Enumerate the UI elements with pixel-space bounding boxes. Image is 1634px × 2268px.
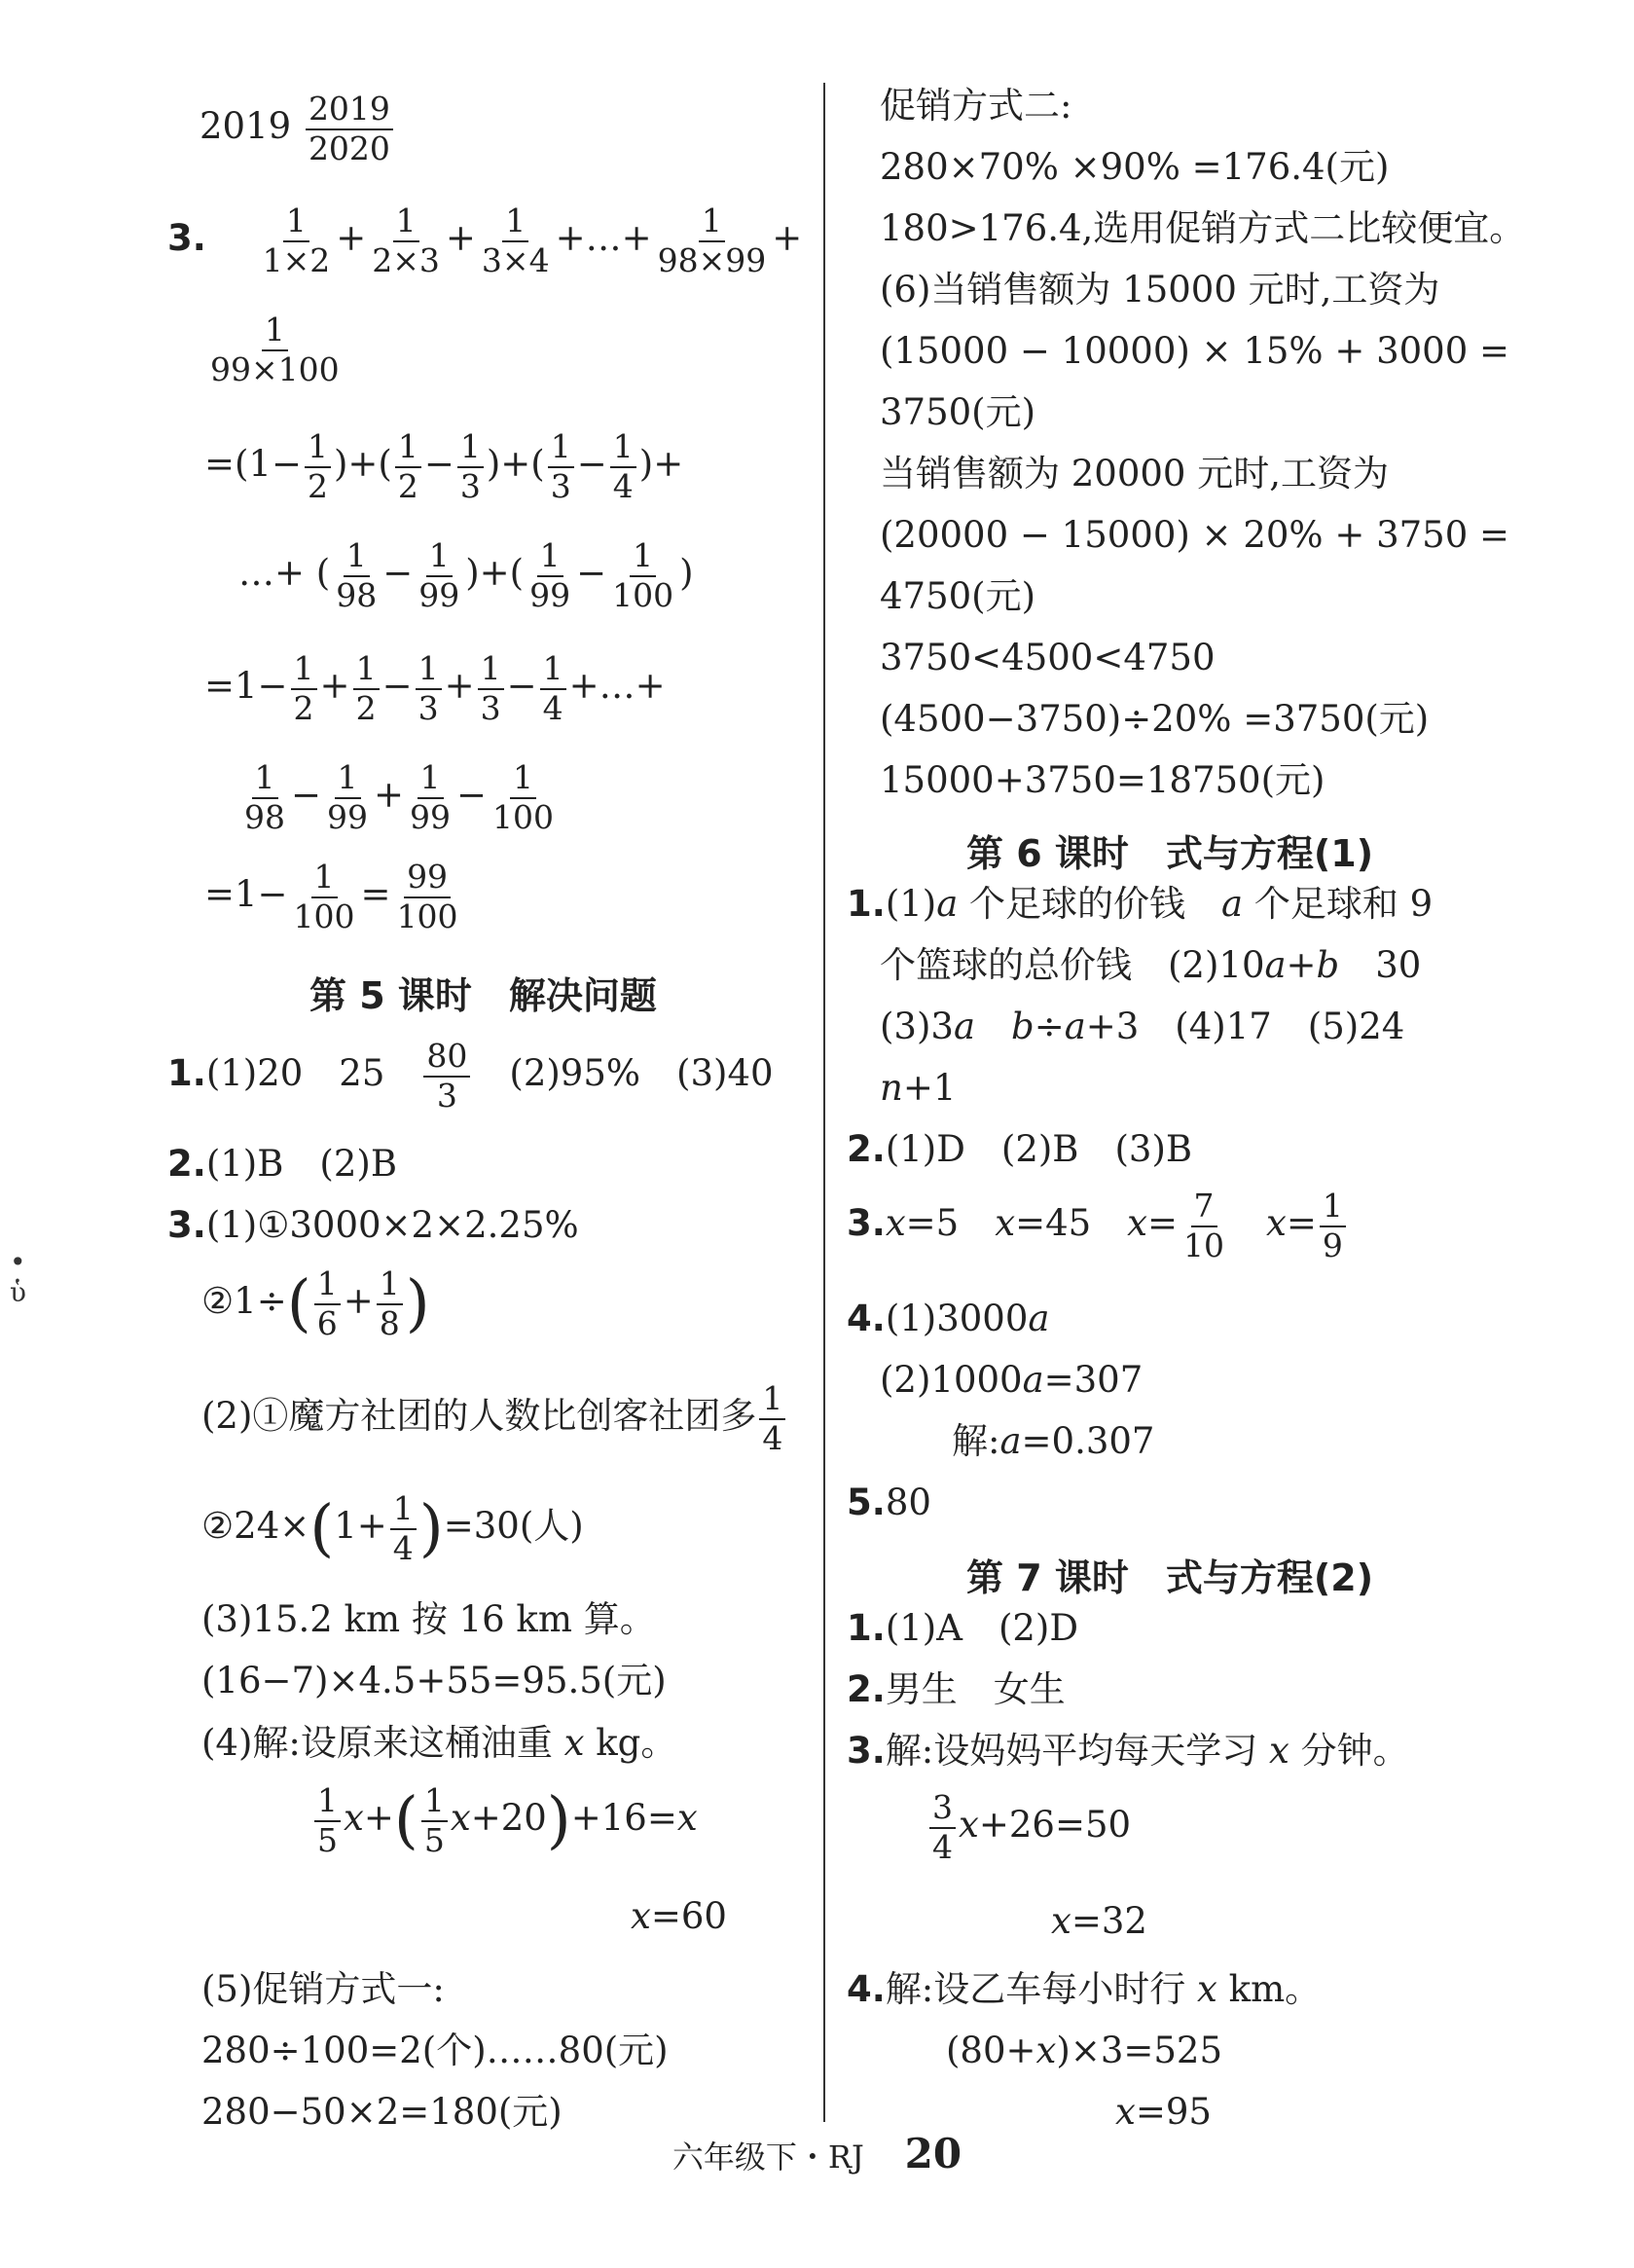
fraction: $\frac{1}{99\times 100}$ bbox=[210, 311, 340, 388]
whole: 2019 bbox=[200, 105, 292, 148]
page-number: 20 bbox=[904, 2130, 962, 2177]
s7-q3: 3.解:设妈妈平均每天学习 𝑥 分钟。 bbox=[847, 1730, 1409, 1772]
p5-q2: 2.(1)B (2)B bbox=[167, 1143, 398, 1185]
s7-q4-answer: 𝑥=95 bbox=[1115, 2091, 1212, 2133]
s7-q1: 1.(1)A (2)D bbox=[847, 1607, 1079, 1649]
q3-line2 bbox=[204, 313, 345, 386]
p5-q3-line3: (2)①魔方社团的人数比创客社团多 $\frac{1}{4}$ bbox=[201, 1382, 788, 1455]
s6-q2: 2.(1)D (2)B (3)B bbox=[847, 1128, 1193, 1170]
p5-q3-line2: ②1÷( $\frac{1}{6}$ + $\frac{1}{8}$ ) bbox=[201, 1264, 430, 1342]
margin-mark: ὑ bbox=[10, 1275, 27, 1308]
p5-q1: 1.(1)20 25 $\frac{80}{3}$ (2)95% (3)40 bbox=[167, 1037, 774, 1115]
q3-line1: 3. $\frac{1}{1\times 2}$ + $\frac{1}{2\times 3}$ + $\frac{1}{3\times 4}$ +…+ $\frac{1}{98\times 99}$ + bbox=[167, 201, 803, 279]
p5-q3-line4: ②24×(1+ $\frac{1}{4}$ )=30(人) bbox=[201, 1489, 584, 1567]
fraction: $\frac{1}{98\times 99}$ bbox=[657, 201, 767, 279]
section-heading-6: 第 6 课时 式与方程(1) bbox=[966, 832, 1374, 875]
p5-q3-line9: 280÷100=2(个)……80(元) bbox=[201, 2030, 669, 2071]
q3-line5: =1− $\frac{1}{2}$ + $\frac{1}{2}$ − $\frac{1}{3}$ + $\frac{1}{3}$ − $\frac{1}{4}$ +…+ bbox=[204, 649, 666, 727]
r-line6: 3750(元) bbox=[880, 391, 1036, 433]
s6-q1: 1.(1)𝑎 个足球的价钱 𝑎 个足球和 9 bbox=[847, 883, 1434, 925]
fraction: $\frac{1}{2\times 3}$ bbox=[372, 201, 440, 279]
s6-q4-line2: (2)1000𝑎=307 bbox=[880, 1359, 1144, 1401]
s7-q3-equation: $\frac{3}{4}$ 𝑥+26=50 bbox=[926, 1791, 1131, 1864]
fraction: $\frac{2019}{2020}$ bbox=[306, 92, 393, 165]
q3-line3: =(1− $\frac{1}{2}$ )+( $\frac{1}{2}$ − $\frac{1}{3}$ )+( $\frac{1}{3}$ − $\frac{1}{4}$ )+ bbox=[204, 427, 684, 505]
r-line2: 280×70% ×90% =176.4(元) bbox=[880, 146, 1390, 188]
page-footer bbox=[0, 2130, 1634, 2177]
grade-label: 六年级下・RJ bbox=[672, 2139, 864, 2176]
r-line10: 3750<4500<4750 bbox=[880, 637, 1216, 678]
s7-q4: 4.解:设乙车每小时行 𝑥 km。 bbox=[847, 1968, 1322, 2010]
r-line12: 15000+3750=18750(元) bbox=[880, 759, 1325, 801]
r-line5: (15000 − 10000) × 15% + 3000 = bbox=[880, 330, 1510, 372]
r-line4: (6)当销售额为 15000 元时,工资为 bbox=[880, 269, 1440, 311]
s7-q3-answer: 𝑥=32 bbox=[1051, 1900, 1147, 1942]
s6-q1-line4: 𝑛+1 bbox=[880, 1067, 957, 1109]
s7-q4-equation: (80+𝑥)×3=525 bbox=[946, 2030, 1222, 2071]
section-heading-5: 第 5 课时 解决问题 bbox=[309, 974, 657, 1017]
q3-line6: $\frac{1}{98}$ − $\frac{1}{99}$ + $\frac{1}{99}$ − $\frac{1}{100}$ bbox=[244, 758, 555, 836]
q3-line7: =1− $\frac{1}{100}$ = $\frac{99}{100}$ bbox=[204, 858, 458, 935]
r-line3: 180>176.4,选用促销方式二比较便宜。 bbox=[880, 207, 1526, 249]
p5-q3-line7: (4)解:设原来这桶油重 𝑥 kg。 bbox=[201, 1722, 677, 1764]
s6-q5: 5.80 bbox=[847, 1482, 931, 1523]
p5-q3-line6: (16−7)×4.5+55=95.5(元) bbox=[201, 1660, 667, 1701]
s6-q4-line3: 解:𝑎=0.307 bbox=[952, 1420, 1155, 1462]
s6-q3: 3.𝑥=5 𝑥=45 𝑥= $\frac{7}{10}$ 𝑥= $\frac{1}{9}$ bbox=[847, 1189, 1349, 1262]
p5-q3-answer: 𝑥=60 bbox=[631, 1895, 727, 1937]
r-line1: 促销方式二: bbox=[880, 85, 1072, 127]
r-line7: 当销售额为 20000 元时,工资为 bbox=[880, 453, 1389, 494]
r-line9: 4750(元) bbox=[880, 575, 1036, 617]
s6-q1-line3: (3)3𝑎 𝑏÷𝑎+3 (4)17 (5)24 bbox=[880, 1006, 1405, 1047]
r-line8: (20000 − 15000) × 20% + 3750 = bbox=[880, 514, 1510, 556]
question-number: 3. bbox=[167, 217, 206, 260]
fraction: $\frac{1}{1\times 2}$ bbox=[262, 201, 331, 279]
p5-q3-line5: (3)15.2 km 按 16 km 算。 bbox=[201, 1598, 656, 1640]
section-heading-7: 第 7 课时 式与方程(2) bbox=[966, 1556, 1374, 1599]
q3-line4: …+ ( $\frac{1}{98}$ − $\frac{1}{99}$ )+( $\frac{1}{99}$ − $\frac{1}{100}$ ) bbox=[238, 536, 694, 614]
mixed-number bbox=[200, 92, 396, 165]
p5-q3-line10: 280−50×2=180(元) bbox=[201, 2091, 563, 2133]
s6-q4: 4.(1)3000𝑎 bbox=[847, 1298, 1050, 1339]
s7-q2: 2.男生 女生 bbox=[847, 1668, 1066, 1710]
r-line11: (4500−3750)÷20% =3750(元) bbox=[880, 698, 1430, 740]
p5-q3: 3.(1)①3000×2×2.25% bbox=[167, 1204, 579, 1246]
column-divider bbox=[823, 83, 825, 2122]
p5-q3-equation: $\frac{1}{5}$ 𝑥+( $\frac{1}{5}$ 𝑥+20)+16=𝑥 bbox=[311, 1784, 698, 1857]
margin-marks bbox=[10, 1248, 26, 1308]
fraction: $\frac{1}{3\times 4}$ bbox=[481, 201, 550, 279]
p5-q3-line8: (5)促销方式一: bbox=[201, 1968, 445, 2010]
s6-q1-line2: 个篮球的总价钱 (2)10𝑎+𝑏 30 bbox=[880, 944, 1422, 986]
margin-dot: • bbox=[10, 1246, 26, 1278]
